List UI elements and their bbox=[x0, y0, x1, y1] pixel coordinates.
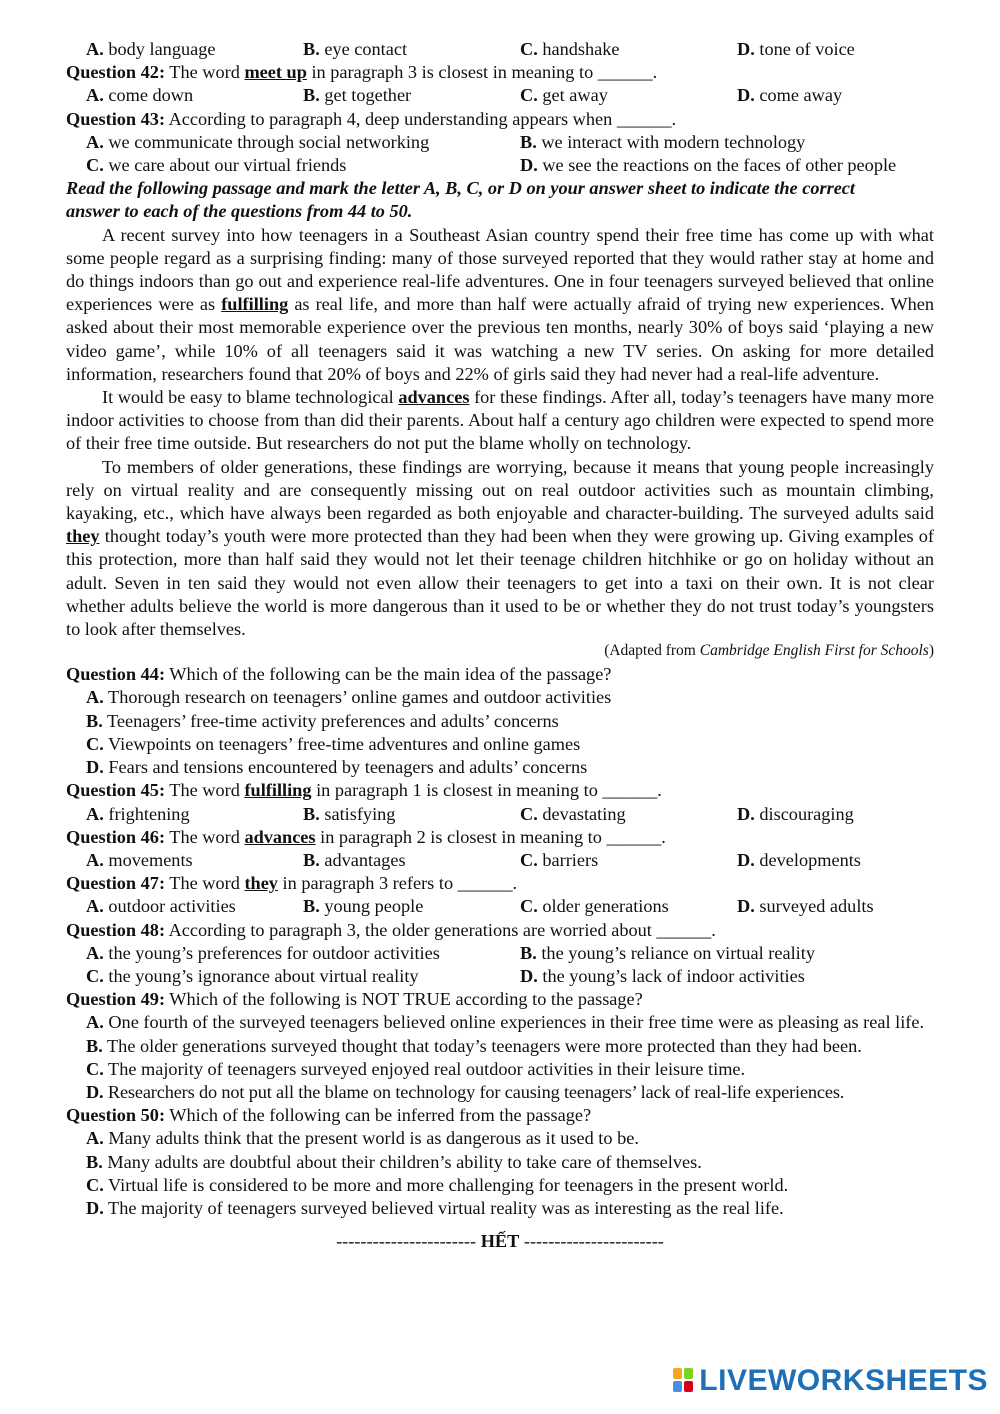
q49-option-c[interactable]: C. The majority of teenagers surveyed enjoyed real outdoor activities in their leisure time. bbox=[86, 1058, 746, 1079]
q42-option-d[interactable]: D. come away bbox=[737, 85, 843, 106]
q44-stem: Question 44: Which of the following can be the main idea of the passage? bbox=[66, 664, 612, 685]
q47-options bbox=[66, 895, 934, 918]
q49-option-b[interactable]: B. The older generations surveyed thought that today’s teenagers were more protected than they had been. bbox=[86, 1035, 862, 1056]
q47-option-a[interactable]: A. outdoor activities bbox=[86, 896, 236, 917]
q41-option-d[interactable]: D. tone of voice bbox=[737, 39, 855, 59]
q42-stem: Question 42: The word meet up in paragraph 3 is closest in meaning to ______. bbox=[66, 62, 658, 83]
q41-option-c[interactable]: C. handshake bbox=[520, 39, 620, 59]
q44-option-a[interactable]: A. Thorough research on teenagers’ online games and outdoor activities bbox=[86, 687, 612, 708]
passage-paragraph-3: To members of older generations, these findings are worrying, because it means that young people increasingly rely on virtual reality and are consequently missing out on real outdoor activities such as mountain climbing, kayaking, etc., which have always been regarded as both enjoyable and character-building. The surveyed adults said they thought today’s youth were more protected than they had been when they were growing up. Giving examples of this protection, more than half said they would not let their teenage children hitchhike or go on holiday without an adult. Seven in ten said they would not even allow their teenagers to get into a taxi on their own. It is not clear whether adults believe the world is more dangerous than it used to be or whether they do not trust today’s youngsters to look after themselves. bbox=[66, 456, 934, 640]
q43-option-b[interactable]: B. we interact with modern technology bbox=[520, 131, 806, 152]
q45-option-c[interactable]: C. devastating bbox=[520, 803, 626, 824]
q44-option-b[interactable]: B. Teenagers’ free-time activity preferences and adults’ concerns bbox=[86, 710, 559, 731]
end-marker: ----------------------- HẾT ----------------------- bbox=[336, 1231, 664, 1252]
q48-options-row2 bbox=[66, 965, 934, 988]
brand-name: LIVEWORKSHEETS bbox=[699, 1364, 988, 1397]
q42-option-a[interactable]: A. come down bbox=[86, 85, 194, 106]
q45-option-d[interactable]: D. discouraging bbox=[737, 803, 854, 824]
q50-option-b[interactable]: B. Many adults are doubtful about their children’s ability to take care of themselves. bbox=[86, 1151, 702, 1172]
q45-option-b[interactable]: B. satisfying bbox=[303, 803, 396, 824]
q46-option-c[interactable]: C. barriers bbox=[520, 849, 599, 870]
reading-instruction: Read the following passage and mark the letter A, B, C, or D on your answer sheet to indicate the correct answer to each of the questions from 44 to 50. bbox=[66, 178, 856, 222]
q48-option-d[interactable]: D. the young’s lack of indoor activities bbox=[520, 965, 805, 986]
q42-option-b[interactable]: B. get together bbox=[303, 85, 412, 106]
q50-option-d[interactable]: D. The majority of teenagers surveyed believed virtual reality was as interesting as the real life. bbox=[86, 1197, 784, 1218]
q41-option-a[interactable]: A. body language bbox=[86, 39, 216, 59]
q48-stem: Question 48: According to paragraph 3, the older generations are worried about ______. bbox=[66, 919, 716, 940]
q43-stem: Question 43: According to paragraph 4, deep understanding appears when ______. bbox=[66, 108, 677, 129]
q47-stem: Question 47: The word they in paragraph 3 refers to ______. bbox=[66, 873, 518, 894]
q50-stem: Question 50: Which of the following can be inferred from the passage? bbox=[66, 1105, 592, 1126]
worksheet-page bbox=[66, 38, 934, 1253]
q43-option-c[interactable]: C. we care about our virtual friends bbox=[86, 155, 347, 176]
passage-paragraph-1: A recent survey into how teenagers in a Southeast Asian country spend their free time has come up with what some people regard as a surprising finding: many of those surveyed reported that they would rather stay at home and do things indoors than go out and experience real-life adventures. One in four teenagers surveyed believed that online experiences were as fulfilling as real life, and more than half were actually afraid of trying new experiences. When asked about their most memorable experience over the previous ten months, nearly 30% of boys said ‘playing a new video game’, while 10% of all teenagers said it was watching a new TV series. On asking for more detailed information, researchers found that 20% of boys and 22% of girls said they had never had a real-life adventure. bbox=[66, 224, 934, 384]
q41-options bbox=[66, 38, 934, 61]
q45-option-a[interactable]: A. frightening bbox=[86, 803, 190, 824]
q44-option-c[interactable]: C. Viewpoints on teenagers’ free-time adventures and online games bbox=[86, 733, 581, 754]
q46-option-d[interactable]: D. developments bbox=[737, 849, 861, 870]
q48-option-c[interactable]: C. the young’s ignorance about virtual reality bbox=[86, 965, 419, 986]
liveworksheets-logo[interactable] bbox=[673, 1364, 988, 1398]
q43-options-row1 bbox=[66, 131, 934, 154]
q50-option-c[interactable]: C. Virtual life is considered to be more and more challenging for teenagers in the present world. bbox=[86, 1174, 789, 1195]
q46-option-a[interactable]: A. movements bbox=[86, 849, 193, 870]
q47-option-b[interactable]: B. young people bbox=[303, 896, 424, 917]
liveworksheets-logo-icon bbox=[673, 1368, 695, 1394]
q50-option-a[interactable]: A. Many adults think that the present world is as dangerous as it used to be. bbox=[86, 1128, 639, 1149]
q45-options bbox=[66, 803, 934, 826]
q48-option-b[interactable]: B. the young’s reliance on virtual reality bbox=[520, 942, 815, 963]
passage-source: (Adapted from Cambridge English First for Schools) bbox=[604, 642, 934, 660]
q47-option-c[interactable]: C. older generations bbox=[520, 896, 669, 917]
q49-stem: Question 49: Which of the following is NOT TRUE according to the passage? bbox=[66, 989, 643, 1010]
q43-option-a[interactable]: A. we communicate through social networking bbox=[86, 131, 430, 152]
q49-option-d[interactable]: D. Researchers do not put all the blame on technology for causing teenagers’ lack of real-life experiences. bbox=[86, 1081, 845, 1102]
q41-option-b[interactable]: B. eye contact bbox=[303, 39, 408, 59]
q42-option-c[interactable]: C. get away bbox=[520, 85, 608, 106]
q48-option-a[interactable]: A. the young’s preferences for outdoor activities bbox=[86, 942, 440, 963]
q43-options-row2 bbox=[66, 154, 934, 177]
q46-stem: Question 46: The word advances in paragraph 2 is closest in meaning to ______. bbox=[66, 826, 666, 847]
q47-option-d[interactable]: D. surveyed adults bbox=[737, 896, 874, 917]
q45-stem: Question 45: The word fulfilling in paragraph 1 is closest in meaning to ______. bbox=[66, 780, 662, 801]
passage-paragraph-2: It would be easy to blame technological advances for these findings. After all, today’s teenagers have many more indoor activities to choose from than did their parents. About half a century ago children were expected to spend more of their free time outside. But researchers do not put the blame wholly on technology. bbox=[66, 387, 934, 454]
q43-option-d[interactable]: D. we see the reactions on the faces of other people bbox=[520, 155, 897, 176]
q48-options-row1 bbox=[66, 942, 934, 965]
q44-option-d[interactable]: D. Fears and tensions encountered by teenagers and adults’ concerns bbox=[86, 757, 588, 778]
q49-option-a[interactable]: A. One fourth of the surveyed teenagers believed online experiences in their free time were as pleasing as real life. bbox=[86, 1012, 925, 1033]
q42-options bbox=[66, 84, 934, 107]
q46-option-b[interactable]: B. advantages bbox=[303, 849, 406, 870]
q46-options bbox=[66, 849, 934, 872]
